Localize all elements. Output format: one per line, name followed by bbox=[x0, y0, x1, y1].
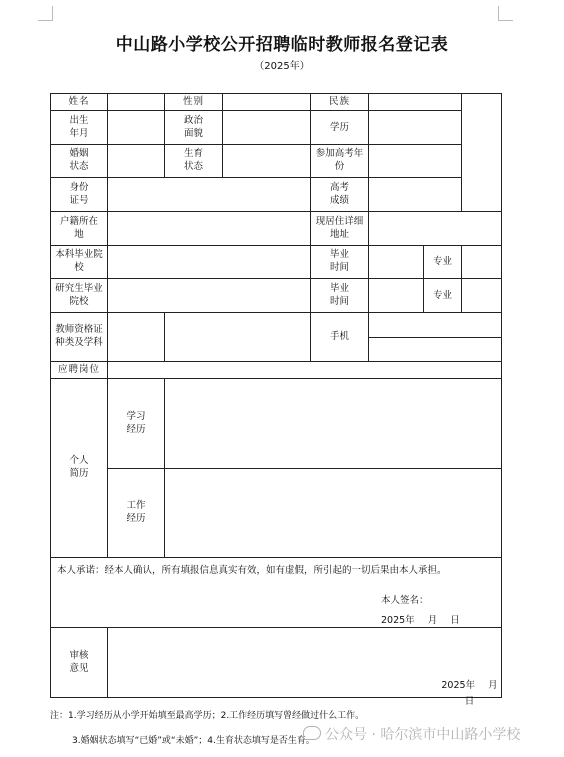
study-field[interactable] bbox=[165, 379, 502, 469]
household-label: 户籍所在地 bbox=[51, 212, 108, 246]
fertility-field[interactable] bbox=[223, 145, 311, 178]
phone-label: 手机 bbox=[311, 313, 369, 362]
political-label: 政治面貌 bbox=[165, 111, 223, 145]
promise-date: 2025年 月 日 bbox=[381, 615, 460, 626]
id-card-field[interactable] bbox=[108, 178, 311, 212]
marital-label: 婚姻状态 bbox=[51, 145, 108, 178]
wechat-icon bbox=[303, 726, 321, 740]
address-field[interactable] bbox=[369, 212, 502, 246]
work-label: 工作经历 bbox=[108, 469, 165, 558]
page-title: 中山路小学校公开招聘临时教师报名登记表 bbox=[115, 35, 449, 55]
undergrad-school-label: 本科毕业院校 bbox=[51, 246, 108, 279]
postgrad-school-label: 研究生毕业院校 bbox=[51, 279, 108, 313]
exam-score-field[interactable] bbox=[369, 178, 462, 212]
phone-field-2[interactable] bbox=[369, 338, 502, 362]
education-field[interactable] bbox=[369, 111, 462, 145]
exam-year-label: 参加高考年份 bbox=[311, 145, 369, 178]
position-label: 应聘岗位 bbox=[51, 362, 108, 379]
major2-label: 专业 bbox=[424, 279, 462, 313]
promise-text: 本人承诺：经本人确认，所有填报信息真实有效，如有虚假，所引起的一切后果由本人承担。 bbox=[57, 565, 447, 576]
major2-field[interactable] bbox=[462, 279, 502, 313]
cert-label: 教师资格证种类及学科 bbox=[51, 313, 108, 362]
postgrad-school-field[interactable] bbox=[108, 279, 311, 313]
position-field[interactable] bbox=[108, 362, 502, 379]
ethnicity-field[interactable] bbox=[369, 94, 462, 111]
grad-time2-field[interactable] bbox=[369, 279, 424, 313]
phone-field-1[interactable] bbox=[369, 313, 502, 338]
name-field[interactable] bbox=[108, 94, 165, 111]
household-field[interactable] bbox=[108, 212, 311, 246]
gender-field[interactable] bbox=[223, 94, 311, 111]
grad-time-field[interactable] bbox=[369, 246, 424, 279]
page-subtitle: （2025年） bbox=[254, 61, 310, 72]
birth-label: 出生年月 bbox=[51, 111, 108, 145]
cert-type-field[interactable] bbox=[108, 313, 165, 362]
gender-label: 性别 bbox=[165, 94, 223, 111]
ethnicity-label: 民族 bbox=[311, 94, 369, 111]
photo-box[interactable] bbox=[462, 94, 502, 212]
watermark bbox=[303, 724, 520, 744]
marital-field[interactable] bbox=[108, 145, 165, 178]
registration-form bbox=[50, 93, 502, 707]
work-field[interactable] bbox=[165, 469, 502, 558]
undergrad-school-field[interactable] bbox=[108, 246, 311, 279]
birth-field[interactable] bbox=[108, 111, 165, 145]
name-label: 姓名 bbox=[51, 94, 108, 111]
political-field[interactable] bbox=[223, 111, 311, 145]
study-label: 学习经历 bbox=[108, 379, 165, 469]
major-label: 专业 bbox=[424, 246, 462, 279]
signature-label: 本人签名： bbox=[381, 595, 429, 606]
corner-mark-left bbox=[38, 6, 53, 21]
note-line-2: 3.婚姻状态填写“已婚”或“未婚”；4.生育状态填写是否生育。 bbox=[72, 736, 315, 746]
promise-section bbox=[51, 558, 502, 628]
address-label: 现居住详细地址 bbox=[311, 212, 369, 246]
review-label: 审核意见 bbox=[51, 628, 108, 698]
major-field[interactable] bbox=[462, 246, 502, 279]
exam-score-label: 高考成绩 bbox=[311, 178, 369, 212]
fertility-label: 生育状态 bbox=[165, 145, 223, 178]
note-line-1: 注：1.学习经历从小学开始填至最高学历；2.工作经历填写曾经做过什么工作。 bbox=[50, 711, 365, 721]
grad-time2-label: 毕业时间 bbox=[311, 279, 369, 313]
review-field[interactable] bbox=[108, 628, 502, 707]
review-date: 2025年 月 日 bbox=[441, 680, 498, 707]
cert-subject-field[interactable] bbox=[165, 313, 311, 362]
corner-mark-right bbox=[498, 6, 513, 21]
watermark-text: 公众号 · 哈尔滨市中山路小学校 bbox=[325, 727, 521, 743]
id-card-label: 身份证号 bbox=[51, 178, 108, 212]
resume-label: 个人简历 bbox=[51, 379, 108, 558]
grad-time-label: 毕业时间 bbox=[311, 246, 369, 279]
exam-year-field[interactable] bbox=[369, 145, 462, 178]
education-label: 学历 bbox=[311, 111, 369, 145]
